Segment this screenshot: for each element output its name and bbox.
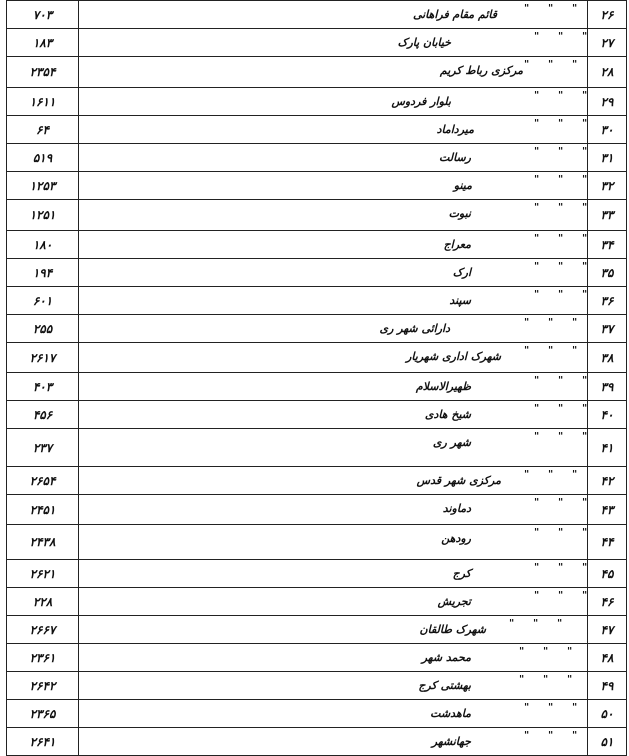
branch-name-cell xyxy=(79,700,588,727)
branch-name-cell xyxy=(79,373,588,400)
ditto-mark: " xyxy=(558,289,564,300)
ditto-mark: " xyxy=(534,431,540,442)
row-number: ۴۶ xyxy=(600,594,614,609)
branch-name-cell xyxy=(79,429,588,466)
branch-name: جهانشهر xyxy=(431,735,471,748)
branch-name-cell xyxy=(79,144,588,171)
table-row xyxy=(7,728,626,756)
row-number: ۴۲ xyxy=(600,473,614,488)
table-row xyxy=(7,495,626,525)
ditto-mark: " xyxy=(558,118,564,129)
ditto-mark: " xyxy=(558,202,564,213)
branch-code: ۲۳۷ xyxy=(7,429,79,466)
ditto-mark: " xyxy=(582,375,588,386)
branch-code: ۱۸۳ xyxy=(7,29,79,56)
branch-name: ماهدشت xyxy=(430,707,471,720)
table-row xyxy=(7,588,626,616)
table-row xyxy=(7,672,626,700)
branch-code: ۲۶۱۷ xyxy=(7,343,79,372)
branch-name: شیخ هادی xyxy=(424,408,471,421)
branch-code: ۶۴ xyxy=(7,116,79,143)
table-row xyxy=(7,88,626,116)
ditto-mark: " xyxy=(558,146,564,157)
ditto-mark: " xyxy=(582,90,588,101)
ditto-mark: " xyxy=(509,618,515,629)
ditto-mark: " xyxy=(558,590,564,601)
branch-name: مرکزی رباط کریم xyxy=(439,64,523,77)
ditto-mark: " xyxy=(582,562,588,573)
row-number: ۳۵ xyxy=(600,265,614,280)
ditto-mark: " xyxy=(567,646,573,657)
row-number: ۴۰ xyxy=(600,407,614,422)
branch-name-cell xyxy=(79,57,588,87)
row-number: ۳۱ xyxy=(600,150,614,165)
branch-name: قائم مقام فراهانی xyxy=(412,8,497,21)
branch-name: دماوند xyxy=(442,502,471,515)
table-row xyxy=(7,315,626,343)
row-number: ۳۲ xyxy=(600,178,614,193)
ditto-mark: " xyxy=(582,497,588,508)
branch-name-cell xyxy=(79,401,588,428)
row-number: ۳۴ xyxy=(600,237,614,252)
ditto-mark: " xyxy=(558,527,564,538)
ditto-mark: " xyxy=(548,317,554,328)
row-number: ۲۹ xyxy=(600,94,614,109)
ditto-mark: " xyxy=(534,233,540,244)
branch-name: کرج xyxy=(452,567,471,580)
branch-name-cell xyxy=(79,467,588,494)
ditto-mark: " xyxy=(558,375,564,386)
branch-name-cell xyxy=(79,29,588,56)
ditto-mark: " xyxy=(572,345,578,356)
branch-name-cell xyxy=(79,172,588,199)
branch-name-cell xyxy=(79,259,588,286)
table-row xyxy=(7,467,626,495)
ditto-mark: " xyxy=(548,702,554,713)
table-row xyxy=(7,525,626,560)
table-row xyxy=(7,644,626,672)
row-number: ۳۹ xyxy=(600,379,614,394)
table-row xyxy=(7,343,626,373)
table-row xyxy=(7,616,626,644)
ditto-mark: " xyxy=(548,3,554,14)
ditto-mark: " xyxy=(572,469,578,480)
branch-name: نبوت xyxy=(448,207,471,220)
branch-code: ۲۶۴۲ xyxy=(7,672,79,699)
ditto-mark: " xyxy=(582,146,588,157)
ditto-mark: " xyxy=(534,497,540,508)
ditto-mark: " xyxy=(534,118,540,129)
table-row xyxy=(7,287,626,315)
ditto-mark: " xyxy=(582,233,588,244)
ditto-mark: " xyxy=(582,202,588,213)
branch-code: ۷۰۳ xyxy=(7,1,79,28)
branch-name-cell xyxy=(79,231,588,258)
branch-name-cell xyxy=(79,343,588,372)
row-number: ۳۳ xyxy=(600,208,614,222)
ditto-mark: " xyxy=(558,403,564,414)
branch-code: ۱۲۵۱ xyxy=(7,200,79,230)
row-number: ۴۷ xyxy=(600,622,614,637)
ditto-mark: " xyxy=(524,469,530,480)
branch-name: بهشتی کرج xyxy=(418,679,471,692)
branch-code: ۲۳۶۱ xyxy=(7,644,79,671)
row-number: ۳۰ xyxy=(600,122,614,137)
ditto-mark: " xyxy=(534,202,540,213)
ditto-mark: " xyxy=(548,469,554,480)
ditto-mark: " xyxy=(558,31,564,42)
ditto-mark: " xyxy=(558,431,564,442)
branch-code: ۲۶۴۱ xyxy=(7,728,79,755)
branch-name: شهر ری xyxy=(432,436,471,449)
table-row xyxy=(7,200,626,231)
ditto-mark: " xyxy=(548,730,554,741)
ditto-mark: " xyxy=(548,59,554,70)
ditto-mark: " xyxy=(572,317,578,328)
branch-name: شهرک طالقان xyxy=(419,623,486,636)
branch-name-cell xyxy=(79,287,588,314)
ditto-mark: " xyxy=(524,317,530,328)
branch-name: شهرک اداری شهریار xyxy=(406,350,501,363)
branch-name: مرکزی شهر قدس xyxy=(416,474,501,487)
branch-name: بلوار فردوس xyxy=(391,95,451,108)
ditto-mark: " xyxy=(534,375,540,386)
branch-code: ۴۵۶ xyxy=(7,401,79,428)
table-row xyxy=(7,29,626,57)
row-number: ۲۶ xyxy=(600,7,614,22)
branch-name-cell xyxy=(79,495,588,524)
branch-name-cell xyxy=(79,644,588,671)
branch-name-cell xyxy=(79,315,588,342)
branch-code: ۱۹۴ xyxy=(7,259,79,286)
ditto-mark: " xyxy=(582,403,588,414)
row-number: ۳۷ xyxy=(600,321,614,336)
ditto-mark: " xyxy=(582,431,588,442)
ditto-mark: " xyxy=(534,562,540,573)
ditto-mark: " xyxy=(558,174,564,185)
ditto-mark: " xyxy=(534,590,540,601)
ditto-mark: " xyxy=(524,3,530,14)
table-row xyxy=(7,231,626,259)
branch-table xyxy=(6,0,627,756)
branch-name-cell xyxy=(79,200,588,230)
ditto-mark: " xyxy=(567,674,573,685)
row-number: ۳۸ xyxy=(600,350,614,365)
branch-code: ۲۲۸ xyxy=(7,588,79,615)
ditto-mark: " xyxy=(558,90,564,101)
branch-name: ظهیرالاسلام xyxy=(415,380,471,393)
ditto-mark: " xyxy=(572,730,578,741)
ditto-mark: " xyxy=(582,289,588,300)
table-row xyxy=(7,700,626,728)
branch-name-cell xyxy=(79,616,588,643)
ditto-mark: " xyxy=(582,261,588,272)
ditto-mark: " xyxy=(524,702,530,713)
branch-name: رسالت xyxy=(438,151,471,164)
branch-name-cell xyxy=(79,672,588,699)
table-row xyxy=(7,429,626,467)
ditto-mark: " xyxy=(582,118,588,129)
branch-code: ۱۸۰ xyxy=(7,231,79,258)
branch-name-cell xyxy=(79,560,588,587)
ditto-mark: " xyxy=(548,345,554,356)
branch-name: خیابان پارک xyxy=(397,36,451,49)
table-row xyxy=(7,172,626,200)
row-number: ۴۴ xyxy=(600,535,614,549)
row-number: ۵۰ xyxy=(600,706,614,721)
ditto-mark: " xyxy=(534,527,540,538)
branch-code: ۱۶۱۱ xyxy=(7,88,79,115)
row-number: ۲۸ xyxy=(600,65,614,79)
branch-code: ۲۴۵۱ xyxy=(7,495,79,524)
ditto-mark: " xyxy=(582,527,588,538)
row-number: ۲۷ xyxy=(600,35,614,50)
branch-name: سپند xyxy=(449,294,471,307)
ditto-mark: " xyxy=(534,146,540,157)
ditto-mark: " xyxy=(524,59,530,70)
ditto-mark: " xyxy=(572,702,578,713)
ditto-mark: " xyxy=(582,174,588,185)
branch-name: مینو xyxy=(453,179,472,192)
ditto-mark: " xyxy=(558,261,564,272)
branch-code: ۲۶۶۷ xyxy=(7,616,79,643)
table-row xyxy=(7,259,626,287)
row-number: ۳۶ xyxy=(600,293,614,308)
ditto-mark: " xyxy=(572,59,578,70)
branch-name: ارک xyxy=(452,266,471,279)
table-row xyxy=(7,116,626,144)
row-number: ۴۵ xyxy=(600,566,614,581)
row-number: ۴۹ xyxy=(600,678,614,693)
branch-code: ۲۴۳۸ xyxy=(7,525,79,559)
branch-name: معراج xyxy=(443,238,471,251)
ditto-mark: " xyxy=(558,497,564,508)
ditto-mark: " xyxy=(534,90,540,101)
ditto-mark: " xyxy=(543,646,549,657)
branch-name: دارائی شهر ری xyxy=(379,322,450,335)
ditto-mark: " xyxy=(519,646,525,657)
branch-code: ۱۲۵۳ xyxy=(7,172,79,199)
ditto-mark: " xyxy=(557,618,563,629)
branch-name: میرداماد xyxy=(436,123,474,136)
ditto-mark: " xyxy=(582,31,588,42)
branch-name-cell xyxy=(79,525,588,559)
ditto-mark: " xyxy=(543,674,549,685)
table-row xyxy=(7,401,626,429)
branch-name: تجریش xyxy=(437,595,471,608)
branch-code: ۲۶۲۱ xyxy=(7,560,79,587)
branch-code: ۲۵۵ xyxy=(7,315,79,342)
ditto-mark: " xyxy=(558,562,564,573)
row-number: ۴۳ xyxy=(600,502,614,517)
ditto-mark: " xyxy=(524,345,530,356)
ditto-mark: " xyxy=(582,590,588,601)
branch-name-cell xyxy=(79,116,588,143)
ditto-mark: " xyxy=(534,289,540,300)
ditto-mark: " xyxy=(534,403,540,414)
table-row xyxy=(7,57,626,88)
ditto-mark: " xyxy=(519,674,525,685)
ditto-mark: " xyxy=(533,618,539,629)
ditto-mark: " xyxy=(534,174,540,185)
row-number: ۴۸ xyxy=(600,650,614,665)
table-row xyxy=(7,144,626,172)
ditto-mark: " xyxy=(524,730,530,741)
branch-name: محمد شهر xyxy=(421,651,471,664)
ditto-mark: " xyxy=(534,31,540,42)
row-number: ۴۱ xyxy=(600,440,614,455)
table-row xyxy=(7,373,626,401)
branch-code: ۴۰۳ xyxy=(7,373,79,400)
branch-code: ۲۳۶۵ xyxy=(7,700,79,727)
branch-name-cell xyxy=(79,1,588,28)
branch-name-cell xyxy=(79,728,588,755)
ditto-mark: " xyxy=(572,3,578,14)
branch-code: ۲۳۵۴ xyxy=(7,57,79,87)
table-row xyxy=(7,560,626,588)
row-number: ۵۱ xyxy=(600,734,614,749)
ditto-mark: " xyxy=(558,233,564,244)
branch-code: ۶۰۱ xyxy=(7,287,79,314)
table-row xyxy=(7,1,626,29)
branch-name-cell xyxy=(79,88,588,115)
ditto-mark: " xyxy=(534,261,540,272)
branch-code: ۵۱۹ xyxy=(7,144,79,171)
branch-name: رودهن xyxy=(441,532,471,545)
branch-name-cell xyxy=(79,588,588,615)
branch-code: ۲۶۵۴ xyxy=(7,467,79,494)
